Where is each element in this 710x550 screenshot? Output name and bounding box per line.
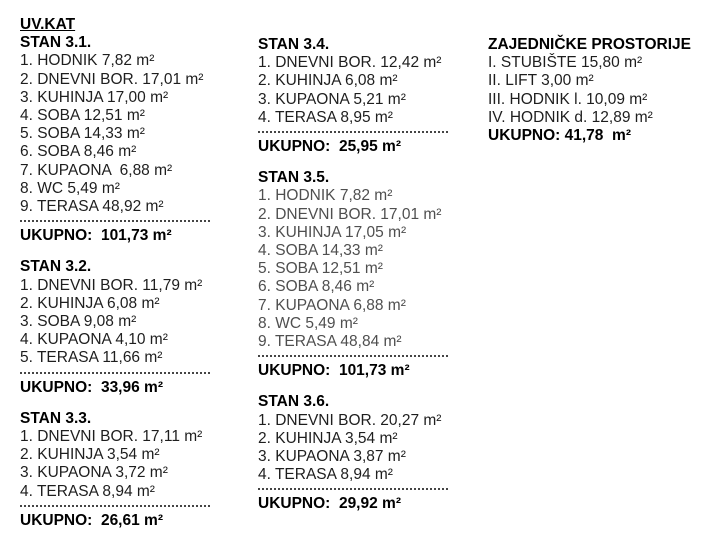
room-area-line: 3. SOBA 9,08 m² xyxy=(20,313,137,331)
room-area-line: 1. DNEVNI BOR. 20,27 m² xyxy=(258,411,442,429)
room-area-line: 4. TERASA 8,95 m² xyxy=(258,108,393,126)
column-left-sections xyxy=(20,34,250,530)
apartment-section xyxy=(20,258,250,396)
dashed-divider xyxy=(20,372,210,374)
room-area-line: 7. KUPAONA 6,88 m² xyxy=(258,296,406,314)
room-area-line: 4. TERASA 8,94 m² xyxy=(258,466,393,484)
room-area-line: 7. KUPAONA 6,88 m² xyxy=(20,161,173,179)
dashed-divider xyxy=(258,355,448,357)
room-area-line: 5. SOBA 14,33 m² xyxy=(20,125,145,143)
room-area-line: 4. TERASA 8,94 m² xyxy=(20,482,155,500)
total-line: UKUPNO: 29,92 m² xyxy=(258,495,401,513)
dashed-divider xyxy=(258,488,448,490)
room-area-line: 1. DNEVNI BOR. 11,79 m² xyxy=(20,276,203,294)
room-area-line: II. LIFT 3,00 m² xyxy=(488,72,594,90)
room-area-line: III. HODNIK l. 10,09 m² xyxy=(488,90,648,108)
room-area-line: IV. HODNIK d. 12,89 m² xyxy=(488,108,653,126)
column-middle-sections xyxy=(258,36,488,514)
room-area-line: 4. SOBA 12,51 m² xyxy=(20,107,145,125)
room-area-line: 1. DNEVNI BOR. 12,42 m² xyxy=(258,54,442,72)
room-area-line: 1. DNEVNI BOR. 17,11 m² xyxy=(20,428,203,446)
total-line: UKUPNO: 101,73 m² xyxy=(20,227,172,245)
total-line: UKUPNO: 101,73 m² xyxy=(258,362,410,380)
apartment-section xyxy=(258,393,488,513)
room-area-line: 8. WC 5,49 m² xyxy=(258,314,358,332)
section-title: STAN 3.3. xyxy=(20,409,92,427)
total-line: UKUPNO: 25,95 m² xyxy=(258,138,401,156)
section-title: STAN 3.5. xyxy=(258,169,330,187)
room-area-line: 2. KUHINJA 3,54 m² xyxy=(20,446,160,464)
column-left xyxy=(20,16,250,543)
section-title: STAN 3.1. xyxy=(20,34,92,52)
section-title: STAN 3.6. xyxy=(258,393,330,411)
room-area-line: 5. TERASA 11,66 m² xyxy=(20,349,163,367)
dashed-divider xyxy=(20,220,210,222)
room-area-line: 1. HODNIK 7,82 m² xyxy=(258,187,393,205)
apartment-section xyxy=(20,34,250,245)
dashed-divider xyxy=(258,131,448,133)
apartment-section xyxy=(258,36,488,156)
room-area-line: 2. DNEVNI BOR. 17,01 m² xyxy=(20,70,204,88)
room-area-line: 3. KUPAONA 5,21 m² xyxy=(258,90,406,108)
column-right xyxy=(488,36,703,158)
room-area-line: 3. KUPAONA 3,87 m² xyxy=(258,448,406,466)
room-area-line: 3. KUPAONA 3,72 m² xyxy=(20,464,168,482)
apartment-section xyxy=(20,410,250,530)
room-area-line: 6. SOBA 8,46 m² xyxy=(258,278,375,296)
room-area-line: I. STUBIŠTE 15,80 m² xyxy=(488,54,643,72)
apartment-section xyxy=(258,169,488,380)
room-area-line: 8. WC 5,49 m² xyxy=(20,179,120,197)
section-title: ZAJEDNIČKE PROSTORIJE xyxy=(488,36,691,53)
room-area-line: 9. TERASA 48,84 m² xyxy=(258,333,402,351)
apartment-section xyxy=(488,36,703,145)
room-area-line: 9. TERASA 48,92 m² xyxy=(20,198,164,216)
total-line: UKUPNO: 33,96 m² xyxy=(20,378,163,396)
dashed-divider xyxy=(20,505,210,507)
section-title: STAN 3.4. xyxy=(258,36,330,53)
room-area-line: 2. KUHINJA 3,54 m² xyxy=(258,429,398,447)
total-line: UKUPNO: 41,78 m² xyxy=(488,127,631,145)
room-area-line: 1. HODNIK 7,82 m² xyxy=(20,52,155,70)
section-title: STAN 3.2. xyxy=(20,258,92,276)
room-area-line: 6. SOBA 8,46 m² xyxy=(20,143,137,161)
room-area-line: 3. KUHINJA 17,00 m² xyxy=(20,88,169,106)
floor-title: UV.KAT xyxy=(20,16,76,33)
room-area-line: 2. KUHINJA 6,08 m² xyxy=(258,72,398,90)
column-right-sections xyxy=(488,36,703,145)
room-area-line: 5. SOBA 12,51 m² xyxy=(258,260,383,278)
total-line: UKUPNO: 26,61 m² xyxy=(20,511,163,529)
column-middle xyxy=(258,36,488,527)
room-area-line: 4. KUPAONA 4,10 m² xyxy=(20,331,168,349)
room-area-line: 3. KUHINJA 17,05 m² xyxy=(258,223,407,241)
room-area-line: 4. SOBA 14,33 m² xyxy=(258,242,383,260)
room-area-line: 2. DNEVNI BOR. 17,01 m² xyxy=(258,205,442,223)
room-area-line: 2. KUHINJA 6,08 m² xyxy=(20,294,160,312)
